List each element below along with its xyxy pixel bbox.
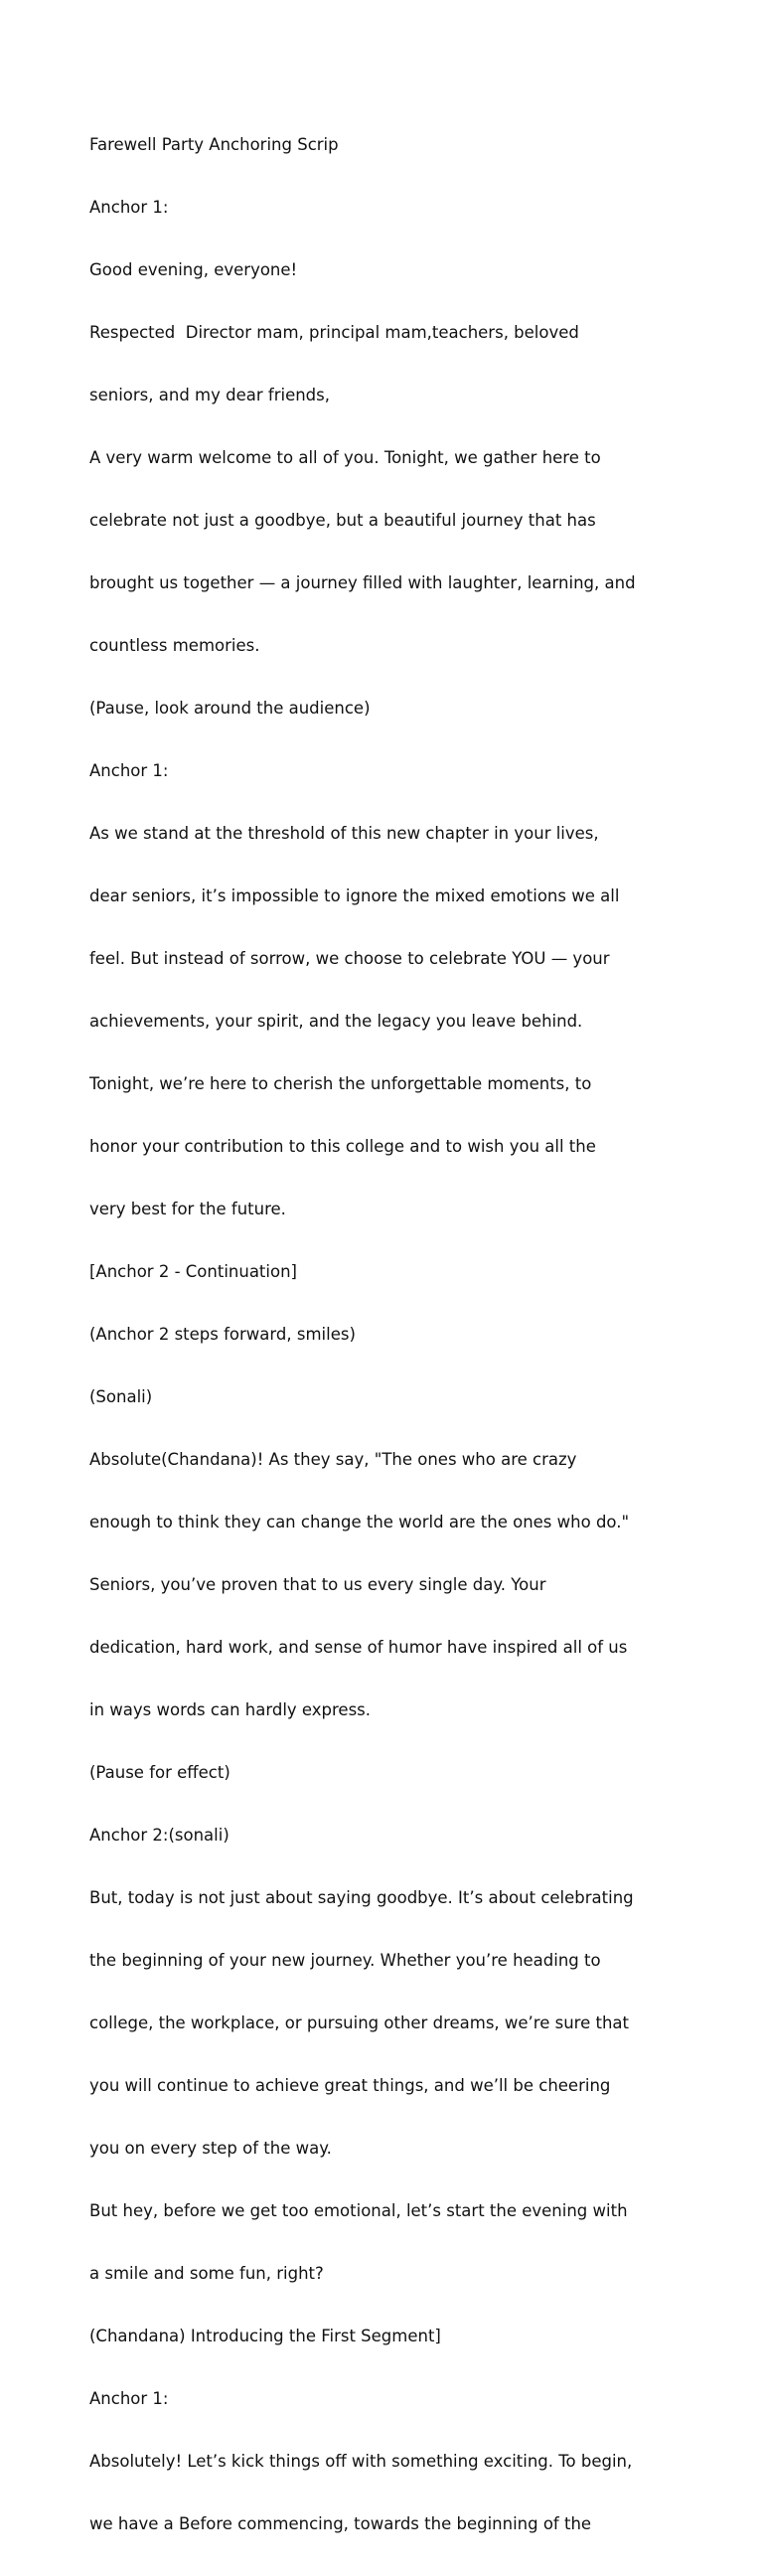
text-line: But hey, before we get too emotional, let’s start the evening with bbox=[89, 2201, 628, 2220]
text-line: (Pause, look around the audience) bbox=[89, 699, 371, 718]
text-line: As we stand at the threshold of this new chapter in your lives, bbox=[89, 824, 599, 843]
script-text bbox=[89, 92, 686, 2576]
text-line: But, today is not just about saying goodbye. It’s about celebrating bbox=[89, 1888, 634, 1907]
document-title: Farewell Party Anchoring Scrip bbox=[89, 135, 339, 154]
text-line: Anchor 1: bbox=[89, 761, 169, 780]
text-line: achievements, your spirit, and the legacy you leave behind. bbox=[89, 1012, 583, 1031]
text-line: A very warm welcome to all of you. Tonight, we gather here to bbox=[89, 448, 601, 467]
text-line: dedication, hard work, and sense of humor have inspired all of us bbox=[89, 1638, 628, 1657]
text-line: Tonight, we’re here to cherish the unforgettable moments, to bbox=[89, 1074, 592, 1093]
text-line: Absolutely! Let’s kick things off with something exciting. To begin, bbox=[89, 2452, 633, 2471]
text-line: honor your contribution to this college and to wish you all the bbox=[89, 1137, 596, 1156]
text-line: brought us together — a journey filled with laughter, learning, and bbox=[89, 573, 636, 592]
text-line: enough to think they can change the world are the ones who do." bbox=[89, 1513, 630, 1531]
text-line: very best for the future. bbox=[89, 1200, 286, 1218]
text-line: (Pause for effect) bbox=[89, 1763, 230, 1782]
text-line: Respected Director mam, principal mam,teachers, beloved bbox=[89, 323, 579, 342]
text-line: Anchor 1: bbox=[89, 198, 169, 217]
text-line: feel. But instead of sorrow, we choose to celebrate YOU — your bbox=[89, 949, 610, 968]
text-line: Anchor 1: bbox=[89, 2389, 169, 2408]
text-line: (Chandana) Introducing the First Segment] bbox=[89, 2327, 441, 2345]
text-line: in ways words can hardly express. bbox=[89, 1700, 372, 1719]
text-line: countless memories. bbox=[89, 636, 260, 655]
text-line: Absolute(Chandana)! As they say, "The ones who are crazy bbox=[89, 1450, 577, 1469]
text-line: (Anchor 2 steps forward, smiles) bbox=[89, 1325, 356, 1344]
text-line: you on every step of the way. bbox=[89, 2139, 332, 2158]
text-line: Seniors, you’ve proven that to us every single day. Your bbox=[89, 1575, 546, 1594]
text-line: (Sonali) bbox=[89, 1387, 153, 1406]
text-line: dear seniors, it’s impossible to ignore the mixed emotions we all bbox=[89, 886, 620, 905]
text-line: the beginning of your new journey. Whether you’re heading to bbox=[89, 1951, 601, 1970]
text-line: celebrate not just a goodbye, but a beautiful journey that has bbox=[89, 511, 596, 530]
text-line: Anchor 2:(sonali) bbox=[89, 1826, 229, 1845]
text-line: a smile and some fun, right? bbox=[89, 2264, 324, 2283]
text-line: Good evening, everyone! bbox=[89, 260, 298, 279]
text-line: seniors, and my dear friends, bbox=[89, 386, 330, 404]
text-line: you will continue to achieve great things, and we’ll be cheering bbox=[89, 2076, 611, 2095]
text-line: we have a Before commencing, towards the beginning of the bbox=[89, 2514, 592, 2533]
text-line: college, the workplace, or pursuing other dreams, we’re sure that bbox=[89, 2013, 629, 2032]
text-line: [Anchor 2 - Continuation] bbox=[89, 1262, 297, 1281]
